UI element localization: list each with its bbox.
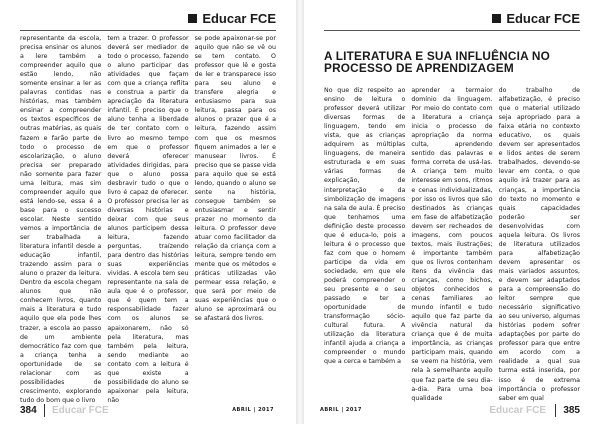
right-footer bbox=[304, 396, 600, 424]
footer-date: ABRIL | 2017 bbox=[232, 407, 274, 413]
column-text: do trabalho de alfabetização, é preciso que o material utilizado seja apropriado para a faixa etária no contexto educativo, os quais devem ser apresentados e lidos antes de serem trabalhados, devendo-se levar em conta, o que aquilo irá trazer para as crianças, a importância do texto no momento e quais capacidades poderão ser desenvolvidas com aquela leitura. Os livros de literatura utilizados para alfabetização devem apresentar os mais variados assuntos, e devem ser adaptados para a compreensão do leitor sempre que necessário significativo ao seu universo, algumas histórias podem sofrer adaptações por parte do professor para que entre em acordo com a realidade a qual sua turma está inserida, por isso é de extrema importância o professor saber em qual bbox=[498, 87, 580, 402]
text-column bbox=[195, 34, 276, 390]
text-column bbox=[107, 34, 189, 404]
left-footer bbox=[0, 396, 296, 424]
article-title: A LITERATURA E SUA INFLUÊNCIA NO PROCESSO DE APRENDIZAGEM bbox=[324, 49, 550, 75]
header-brand-label: Educar FCE bbox=[202, 11, 276, 26]
footer-divider bbox=[555, 404, 556, 417]
header-divider bbox=[20, 30, 276, 31]
column-text: representante da escola, precisa ensinar os alunos a lere também a compreender aquilo que estão lendo, não somente ensinar a ler as palavras contidas nas histórias, mas também ensinar a compreender os textos específicos de outras matérias, as quais fazem e farão parte de todo o processo de escolarização, o aluno precisa ser preparado não somente para fazer uma leitura, mas sim compreender aquilo que está lendo-se, essa é a base para o sucesso escolar. Neste sentido vemos a importância de ser trabalhada a literatura infantil desde a educação infantil, trazendo assim para o aluno o prazer da leitura. Dentro da escola chegam alunos que não conhecem livros, quanto mais a literatura e tudo aquilo que ela pode lhes trazer, a escola ao passo de um ambiente democrático faz com que a criança tenha a oportunidade de se relacionar com as possibilidades de crescimento, explorando tudo do bom que o livro bbox=[20, 35, 102, 404]
column-text: se pode apaixonar-se por aquilo que não se vê ou se tem contato. O professor que lê e gosta de ler e transparece isso para seu aluno e transfere alegria e entusiasmo para sua leitura, passa para os alunos o prazer que é a leitura, fazendo assim com que os mesmos fiquem animados a ler e manusear livros. É preciso que se passe vida para aquilo que se está lendo, quando o aluno se sente na história, consegue também se entusiasmar e sentir prazer no momento da leitura. O professor deve atuar como facilitador da relação da criança com a leitura, sempre tendo em mente que os métodos e práticas utilizadas vão permear essa relação, e que será por meio de suas experiências que o aluno se aproximará ou se afastará dos livros. bbox=[194, 35, 276, 323]
page-number: 385 bbox=[563, 405, 580, 416]
header-brand bbox=[188, 11, 276, 26]
footer-divider bbox=[44, 404, 45, 417]
text-column bbox=[411, 86, 493, 402]
footer-brand: Educar FCE bbox=[489, 405, 546, 416]
square-bullet-icon bbox=[492, 14, 501, 23]
text-column bbox=[20, 34, 102, 404]
footer-date: ABRIL | 2017 bbox=[320, 407, 362, 413]
text-column bbox=[324, 86, 405, 390]
page-number: 384 bbox=[20, 405, 37, 416]
header-divider bbox=[324, 30, 580, 31]
column-text: aprender a termaior domínio da linguagem. Por meio do contato com a literatura a criança inicia o processo de apropriação da norma culta, aprendendo sentido das palavras e forma correta de usá-las. A criança tem muito interesse em sons, ritmos e cenas individualizadas, por isso os livros que são destinados às crianças em fase de alfabetização devem ser recheados de imagens, com poucos textos, mais ilustrações; é importante também que os livros contenham itens da vivência das crianças, como bichos, objetos conhecidos e cenas familiares ao mundo infantil e tudo aquilo que faz parte da vivência natural da criança que é de muita importância, as crianças participam mais, quando se veem na história, vem rela à semelhante aquilo que faz parte de seu dia-a-dia. Para uma boa qualidade bbox=[411, 87, 493, 402]
right-header bbox=[324, 8, 580, 28]
column-text: tem a trazer. O professor deverá ser mediador de todo o processo, fazendo o aluno participar das atividades que façam com que a criança reflita e construa a partir da apreciação da literatura infantil. É preciso que o aluno tenha a liberdade de ter contato com o livro ao mesmo tempo em que o professor deverá oferecer atividades dirigidas, para que o aluno possa desbravir tudo o que o livro é capaz de oferecer. O professor precisa ler as diversas histórias e deixar com que seus alunos participem dessa leitura, fazendo perguntas, traízendo para dentro das histórias suas experiências vividas. A escola tem seu representante na sala de aula que é o professor, que é quem tem a responsabilidade fazer com os alunos se apaixonarem, não só pela literatura, mas também pela leitura, sendo mediante ao contato com a leitura é que existe a possibilidade do aluno se apaixonar pela leitura, não bbox=[107, 35, 189, 404]
column-text: No que diz respeito ao ensino de leitura o professor deverá utilizar diversas formas de linguagem, tendo em vista, que as crianças adquirem as múltiplas linguagens, de maneira estruturada e em suas várias formas de explicação, de interpretação e da simbolização de imagens na sala de aula. É preciso que tenhamos uma definição deste processo que é educa-lo, pois a leitura é o processo que faz com que o homem participe da vida em sociedade, em que ele poderá compreender o seu presente e o seu passado e ter a oportunidade de transformação sócio-cultural futura. A utilização da literatura infantil ajuda a criança a compreender o mundo que a cerca e também a bbox=[324, 87, 406, 366]
left-header bbox=[20, 8, 276, 28]
text-column bbox=[498, 86, 580, 402]
right-page bbox=[304, 0, 600, 424]
square-bullet-icon bbox=[188, 14, 197, 23]
header-brand-label: Educar FCE bbox=[506, 11, 580, 26]
left-columns bbox=[20, 34, 276, 404]
header-brand bbox=[492, 11, 580, 26]
right-columns bbox=[324, 86, 580, 402]
left-page bbox=[0, 0, 296, 424]
footer-brand: Educar FCE bbox=[52, 405, 109, 416]
page-gutter bbox=[296, 0, 304, 424]
